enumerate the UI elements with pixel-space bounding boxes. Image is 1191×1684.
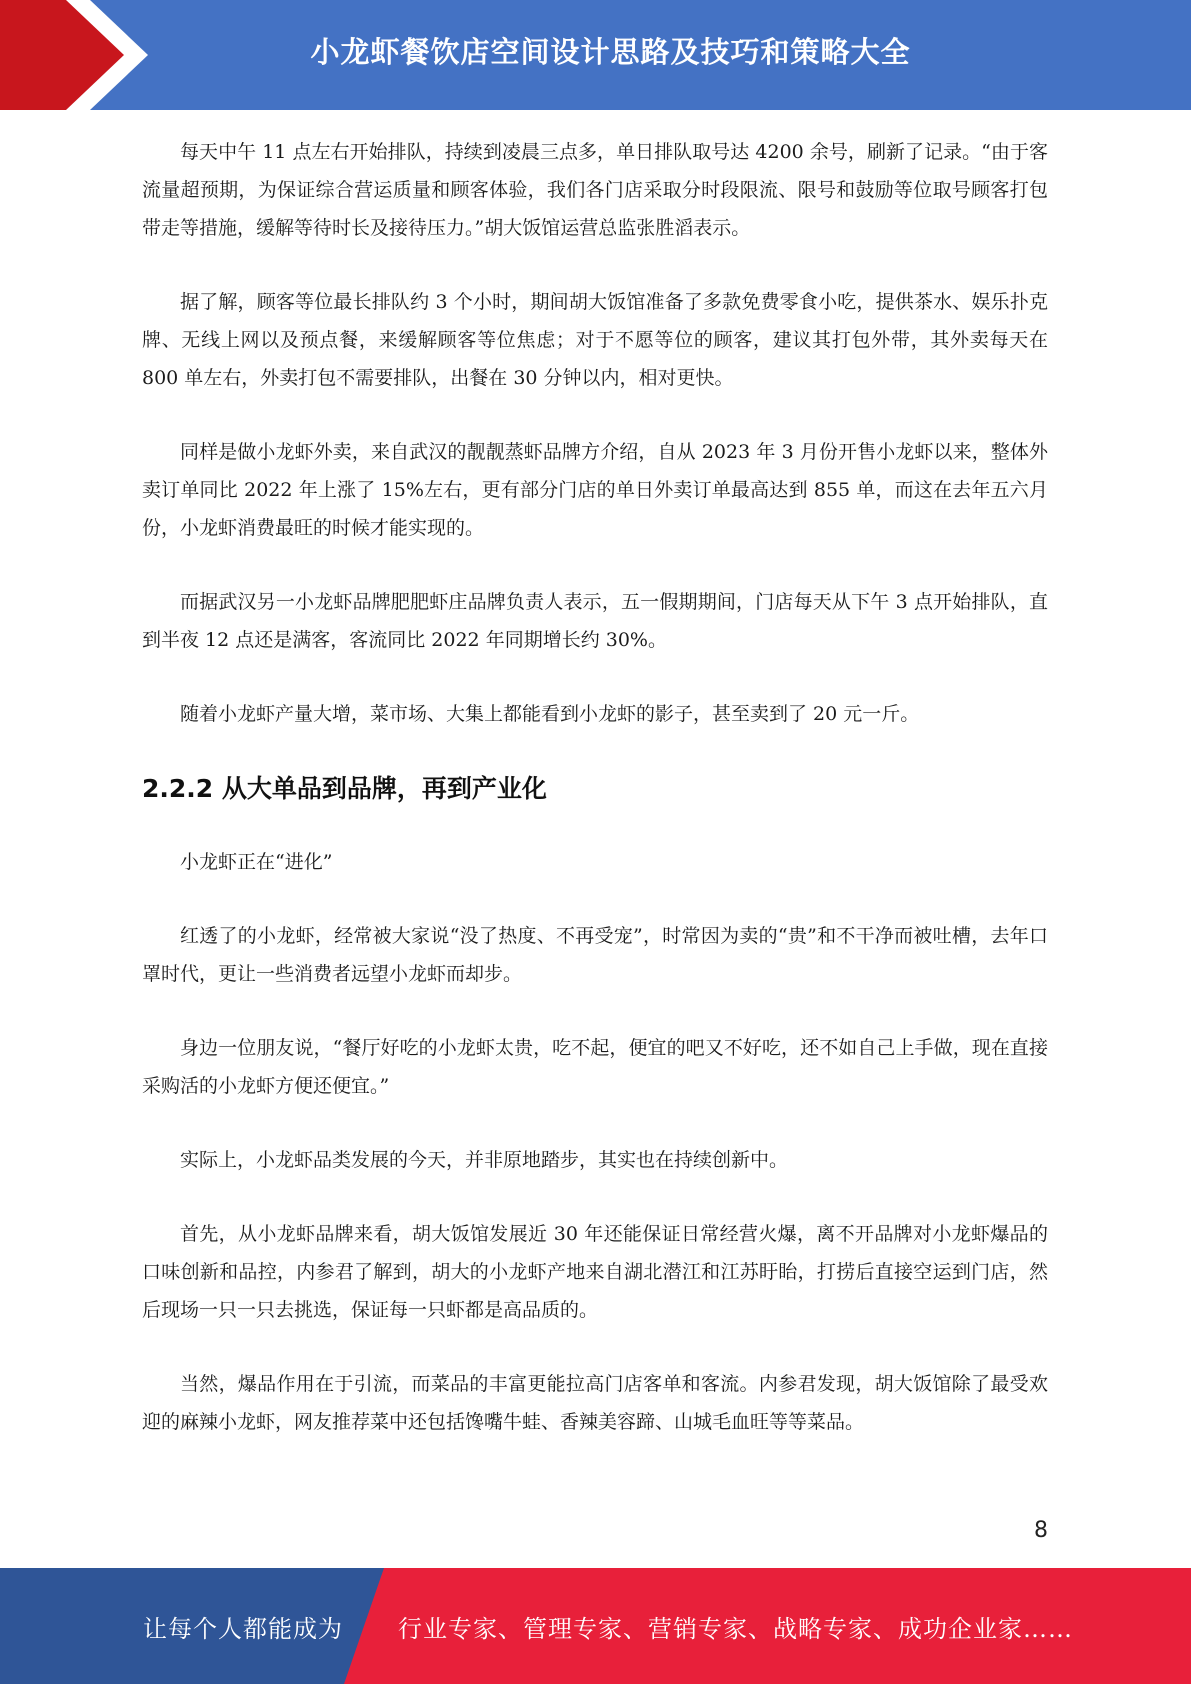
- paragraph: 身边一位朋友说，“餐厅好吃的小龙虾太贵，吃不起，便宜的吧又不好吃，还不如自己上手做，现在直接采购活的小龙虾方便还便宜。”: [142, 1037, 1048, 1097]
- footer-slogan-right: 行业专家、管理专家、营销专家、战略专家、成功企业家……: [398, 1614, 1073, 1643]
- page-header: [0, 0, 1191, 110]
- paragraph: 据了解，顾客等位最长排队约 3 个小时，期间胡大饭馆准备了多款免费零食小吃，提供茶水、娱乐扑克牌、无线上网以及预点餐，来缓解顾客等位焦虑；对于不愿等位的顾客，建议其打包外带，其外卖每天在 800 单左右，外卖打包不需要排队，出餐在 30 分钟以内，相对更快。: [142, 291, 1048, 389]
- paragraph: 实际上，小龙虾品类发展的今天，并非原地踏步，其实也在持续创新中。: [180, 1149, 789, 1171]
- header-arrow-decoration: [0, 0, 160, 110]
- paragraph: 而据武汉另一小龙虾品牌肥肥虾庄品牌负责人表示，五一假期期间，门店每天从下午 3 点开始排队，直到半夜 12 点还是满客，客流同比 2022 年同期增长约 30%。: [142, 591, 1048, 651]
- paragraph: 红透了的小龙虾，经常被大家说“没了热度、不再受宠”，时常因为卖的“贵”和不干净而被吐槽，去年口罩时代，更让一些消费者远望小龙虾而却步。: [142, 925, 1048, 985]
- paragraph: 同样是做小龙虾外卖，来自武汉的靓靓蒸虾品牌方介绍，自从 2023 年 3 月份开售小龙虾以来，整体外卖订单同比 2022 年上涨了 15%左右，更有部分门店的单日外卖订单最高达到 855 单，而这在去年五六月份，小龙虾消费最旺的时候才能实现的。: [142, 441, 1048, 539]
- paragraph: 当然，爆品作用在于引流，而菜品的丰富更能拉高门店客单和客流。内参君发现，胡大饭馆除了最受欢迎的麻辣小龙虾，网友推荐菜中还包括馋嘴牛蛙、香辣美容蹄、山城毛血旺等等菜品。: [142, 1373, 1048, 1433]
- section-heading: 2.2.2 从大单品到品牌，再到产业化: [142, 774, 547, 803]
- paragraph: 小龙虾正在“进化”: [180, 851, 333, 873]
- document-title: 小龙虾餐饮店空间设计思路及技巧和策略大全: [310, 34, 911, 69]
- footer-slogan-left: 让每个人都能成为: [143, 1614, 343, 1643]
- page-body: [142, 133, 1048, 1477]
- paragraph: 首先，从小龙虾品牌来看，胡大饭馆发展近 30 年还能保证日常经营火爆，离不开品牌对小龙虾爆品的口味创新和品控，内参君了解到，胡大的小龙虾产地来自湖北潜江和江苏盱眙，打捞后直接空运到门店，然后现场一只一只去挑选，保证每一只虾都是高品质的。: [142, 1223, 1048, 1321]
- paragraph: 随着小龙虾产量大增，菜市场、大集上都能看到小龙虾的影子，甚至卖到了 20 元一斤。: [180, 703, 920, 725]
- paragraph: 每天中午 11 点左右开始排队，持续到凌晨三点多，单日排队取号达 4200 余号，刷新了记录。“由于客流量超预期，为保证综合营运质量和顾客体验，我们各门店采取分时段限流、限号和鼓励等位取号顾客打包带走等措施，缓解等待时长及接待压力。”胡大饭馆运营总监张胜滔表示。: [142, 141, 1048, 239]
- page-footer: [0, 1568, 1191, 1684]
- page-number: 8: [1034, 1518, 1048, 1543]
